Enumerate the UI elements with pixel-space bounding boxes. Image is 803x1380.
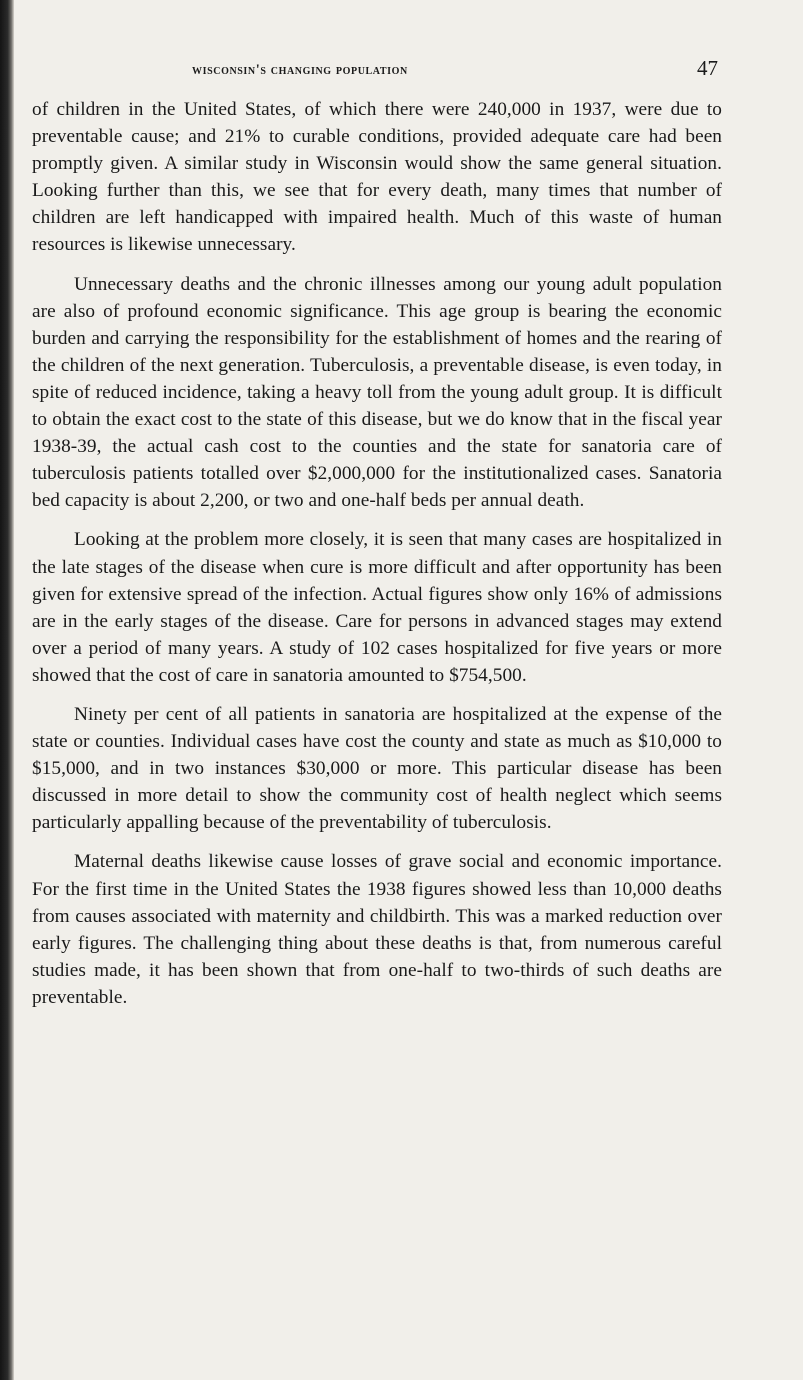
- paragraph-state-expense: Ninety per cent of all patients in sanatoria are hospitalized at the expense of the state or counties. Individual cases have cost the county and state as much as $10,000 to $15,000, and in two instances $30,000 or more. This particular disease has been discussed in more detail to show the community cost of health neglect which seems particularly appalling because of the preventability of tuberculosis.: [32, 703, 722, 834]
- page-number: 47: [697, 56, 718, 80]
- book-page: [32, 52, 722, 1011]
- paragraph-continued: of children in the United States, of which there were 240,000 in 1937, were due to preventable cause; and 21% to curable conditions, provided adequate care had been promptly given. A similar study in Wisconsin would show the same general situation. Looking further than this, we see that for every death, many times that number of children are left handicapped with impaired health. Much of this waste of human resources is likewise unnecessary.: [32, 99, 722, 256]
- paragraph-maternal-deaths: Maternal deaths likewise cause losses of grave social and economic importance. For the first time in the United States the 1938 figures showed less than 10,000 deaths from causes associated with maternity and childbirth. This was a marked reduction over early figures. The challenging thing about these deaths is that, from numerous careful studies made, it has been shown that from one-half to two-thirds of such deaths are preventable.: [32, 851, 722, 1008]
- page-header: [32, 52, 722, 82]
- paragraph-young-adult-tuberculosis: Unnecessary deaths and the chronic illnesses among our young adult population are also of profound economic significance. This age group is bearing the economic burden and carrying the responsibility for the establishment of homes and the rearing of the children of the next generation. Tuberculosis, a preventable disease, is even today, in spite of reduced incidence, taking a heavy toll from the young adult group. It is difficult to obtain the exact cost to the state of this disease, but we do know that in the fiscal year 1938-39, the actual cash cost to the counties and the state for sanatoria care of tuberculosis patients totalled over $2,000,000 for the institutionalized cases. Sanatoria bed capacity is about 2,200, or two and one-half beds per annual death.: [32, 273, 722, 512]
- book-binding-edge: [0, 0, 14, 1380]
- paragraph-hospitalization-costs: Looking at the problem more closely, it is seen that many cases are hospitalized in the late stages of the disease when cure is more difficult and after opportunity has been given for extensive spread of the infection. Actual figures show only 16% of admissions are in the early stages of the disease. Care for persons in advanced stages may extend over a period of many years. A study of 102 cases hospitalized for five years or more showed that the cost of care in sanatoria amounted to $754,500.: [32, 529, 722, 686]
- running-head: wisconsin's changing population: [192, 62, 408, 78]
